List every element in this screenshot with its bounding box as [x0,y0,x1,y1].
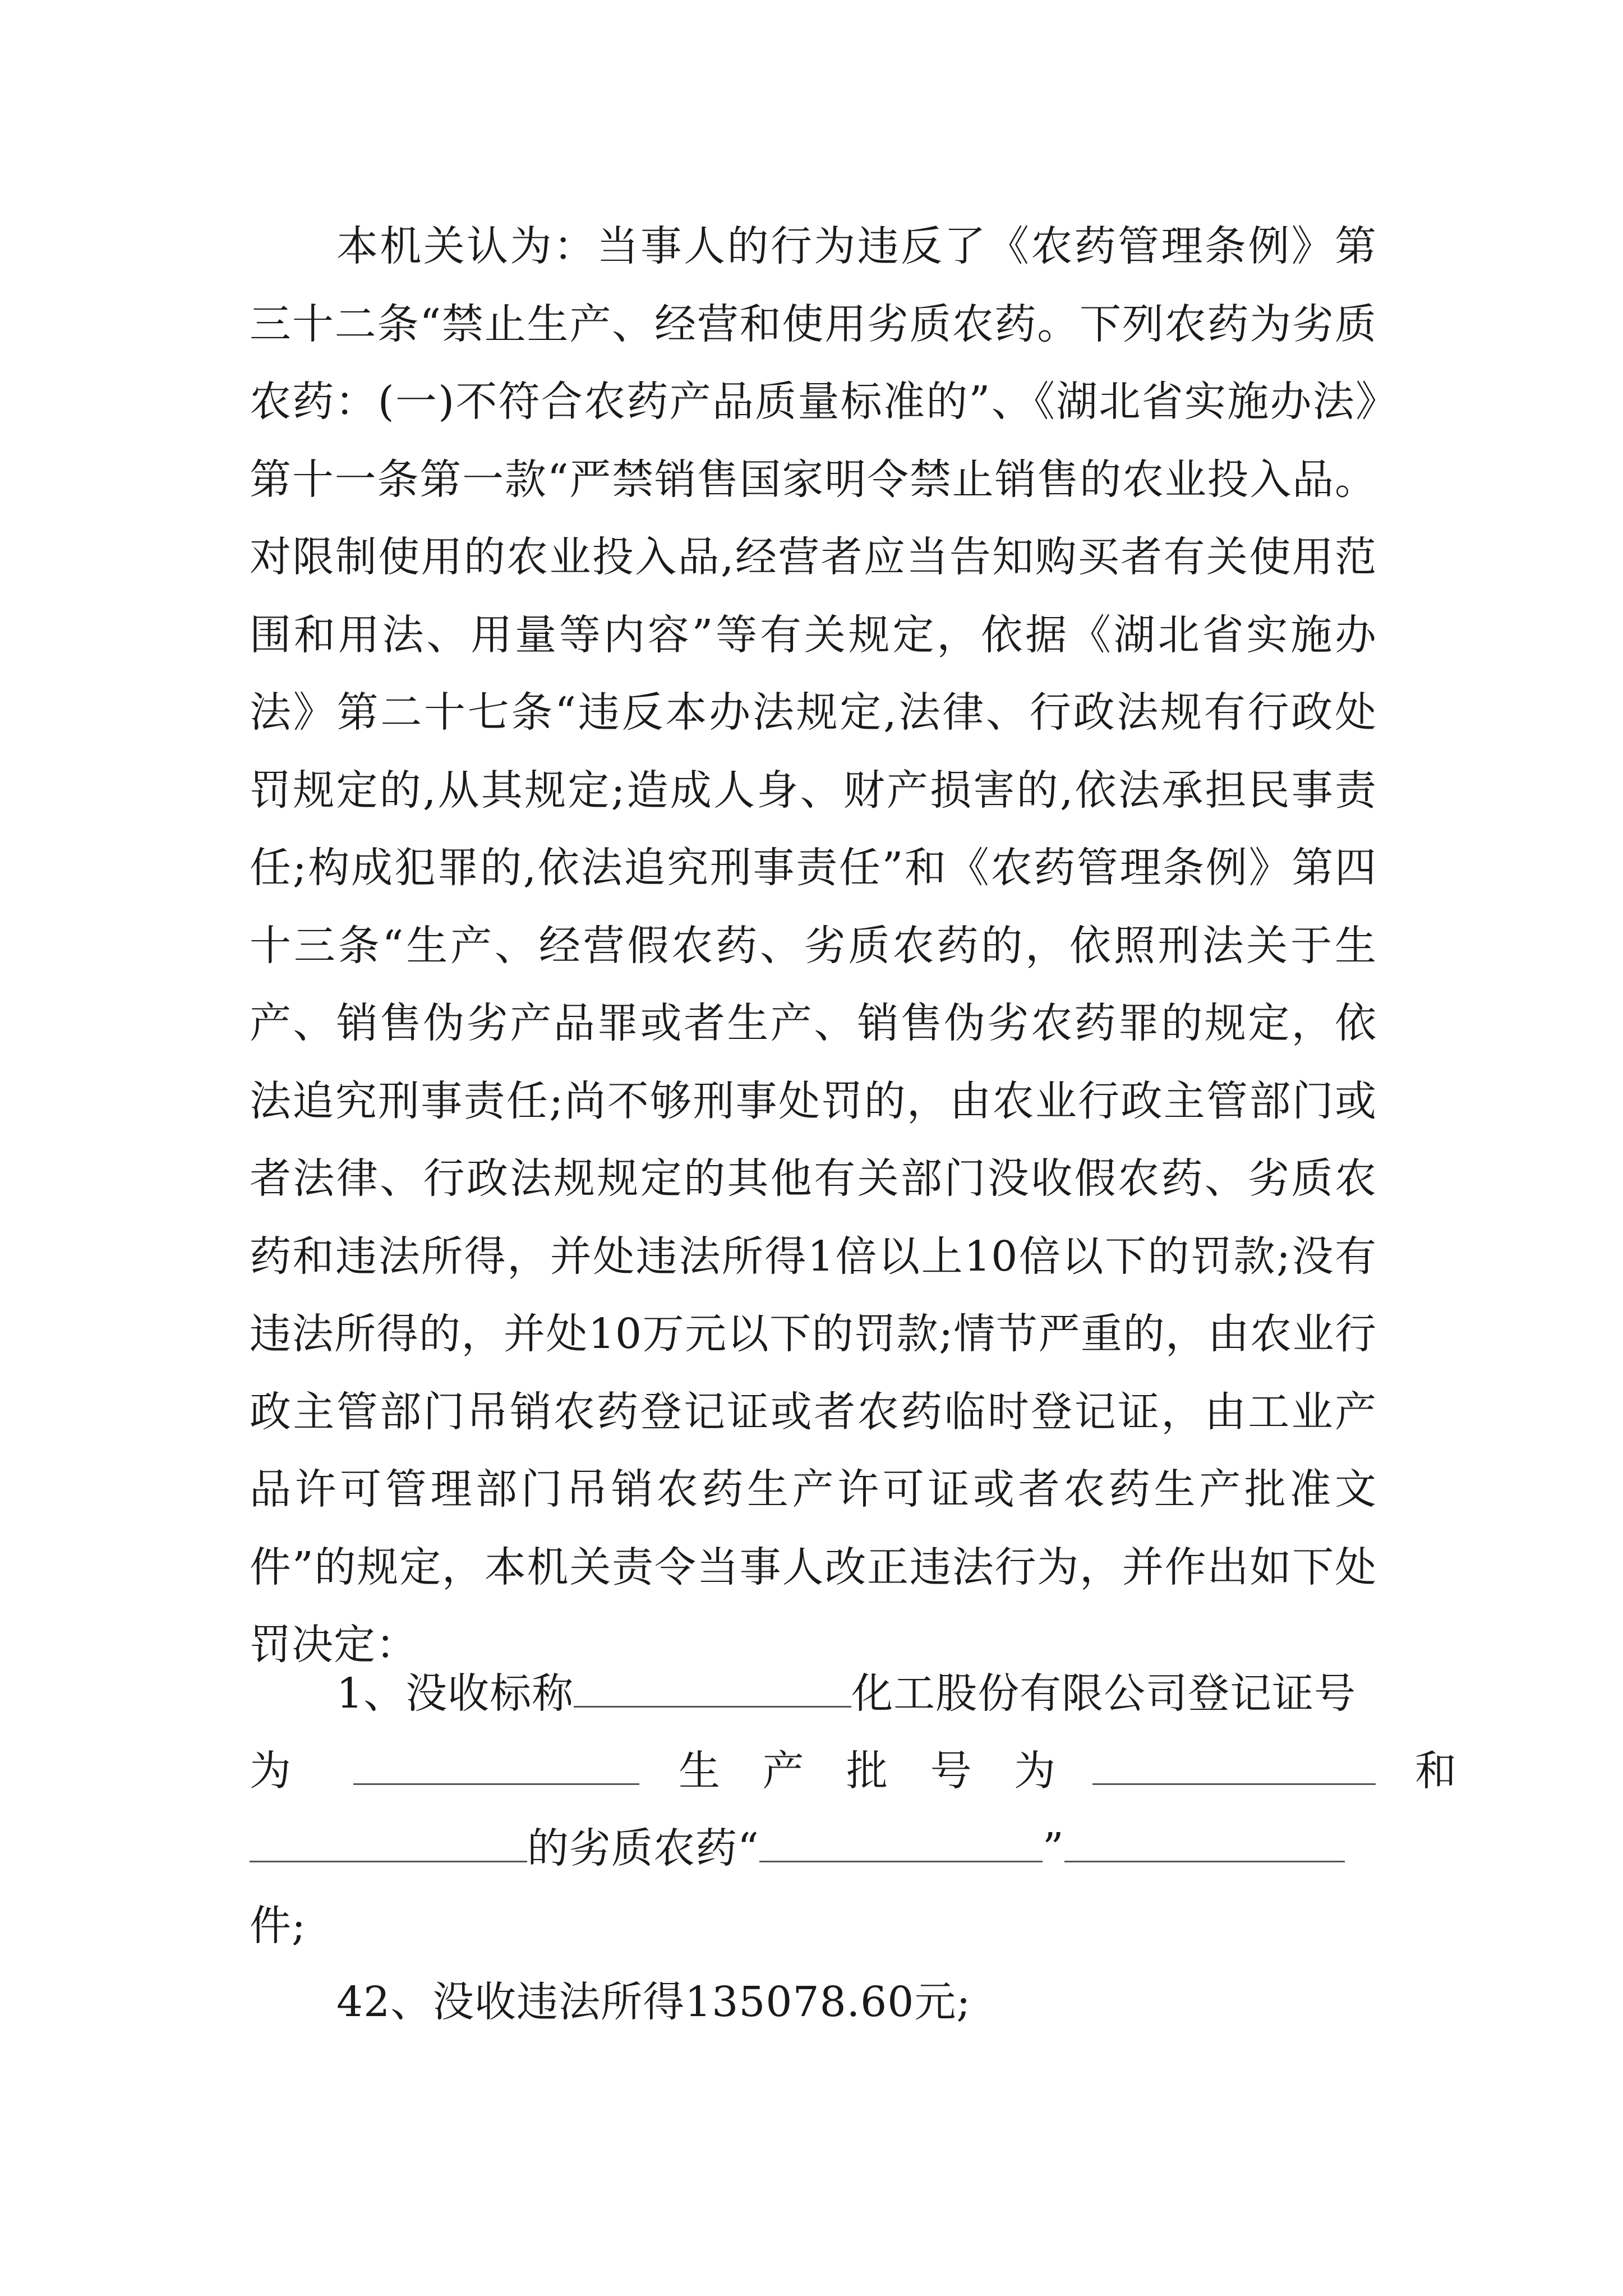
item1-text-c: 为 [250,1747,292,1795]
item1-text-e: 和 [1415,1747,1458,1795]
item1-blank-product [759,1821,1043,1862]
decision-paragraph: 本机关认为：当事人的行为违反了《农药管理条例》第三十二条“禁止生产、经营和使用劣质农药。下列农药为劣质农药：(一)不符合农药产品质量标准的”、《湖北省实施办法》第十一条第一款“严禁销售国家明令禁止销售的农业投入品。对限制使用的农业投入品,经营者应当告知购买者有关使用范围和用法、用量等内容”等有关规定，依据《湖北省实施办法》第二十七条“违反本办法规定,法律、行政法规有行政处罚规定的,从其规定;造成人身、财产损害的,依法承担民事责任;构成犯罪的,依法追究刑事责任”和《农药管理条例》第四十三条“生产、经营假农药、劣质农药的，依照刑法关于生产、销售伪劣产品罪或者生产、销售伪劣农药罪的规定，依法追究刑事责任;尚不够刑事处罚的，由农业行政主管部门或者法律、行政法规规定的其他有关部门没收假农药、劣质农药和违法所得，并处违法所得1倍以上10倍以下的罚款;没有违法所得的，并处10万元以下的罚款;情节严重的，由农业行政主管部门吊销农药登记证或者农药临时登记证，由工业产品许可管理部门吊销农药生产许可证或者农药生产批准文件”的规定，本机关责令当事人改正违法行为，并作出如下处罚决定： [250,222,1377,1669]
item1-line-1 [250,1655,1377,1732]
item1-blank-batch [1092,1744,1376,1785]
penalty-item-1 [250,1655,1458,1958]
item1-line-3 [250,1810,1377,1887]
item1-blank-company [574,1667,851,1708]
item1-text-g: ” [1042,1824,1064,1872]
item1-line-4 [250,1887,1377,1964]
item1-text-a: 1、没收标称 [336,1669,574,1718]
item1-blank-registration [353,1744,639,1785]
penalty-item-2: 42、没收违法所得135078.60元; [336,1978,971,2026]
item1-line-2 [250,1732,1458,1810]
item1-blank-batch-2 [250,1821,527,1862]
item1-text-d: 生 产 批 号 为 [679,1747,1071,1795]
item1-text-h: 件; [250,1902,306,1950]
item1-text-f: 的劣质农药“ [527,1824,759,1872]
item1-text-b: 化工股份有限公司登记证号 [851,1669,1357,1718]
item1-blank-quantity [1064,1821,1345,1862]
